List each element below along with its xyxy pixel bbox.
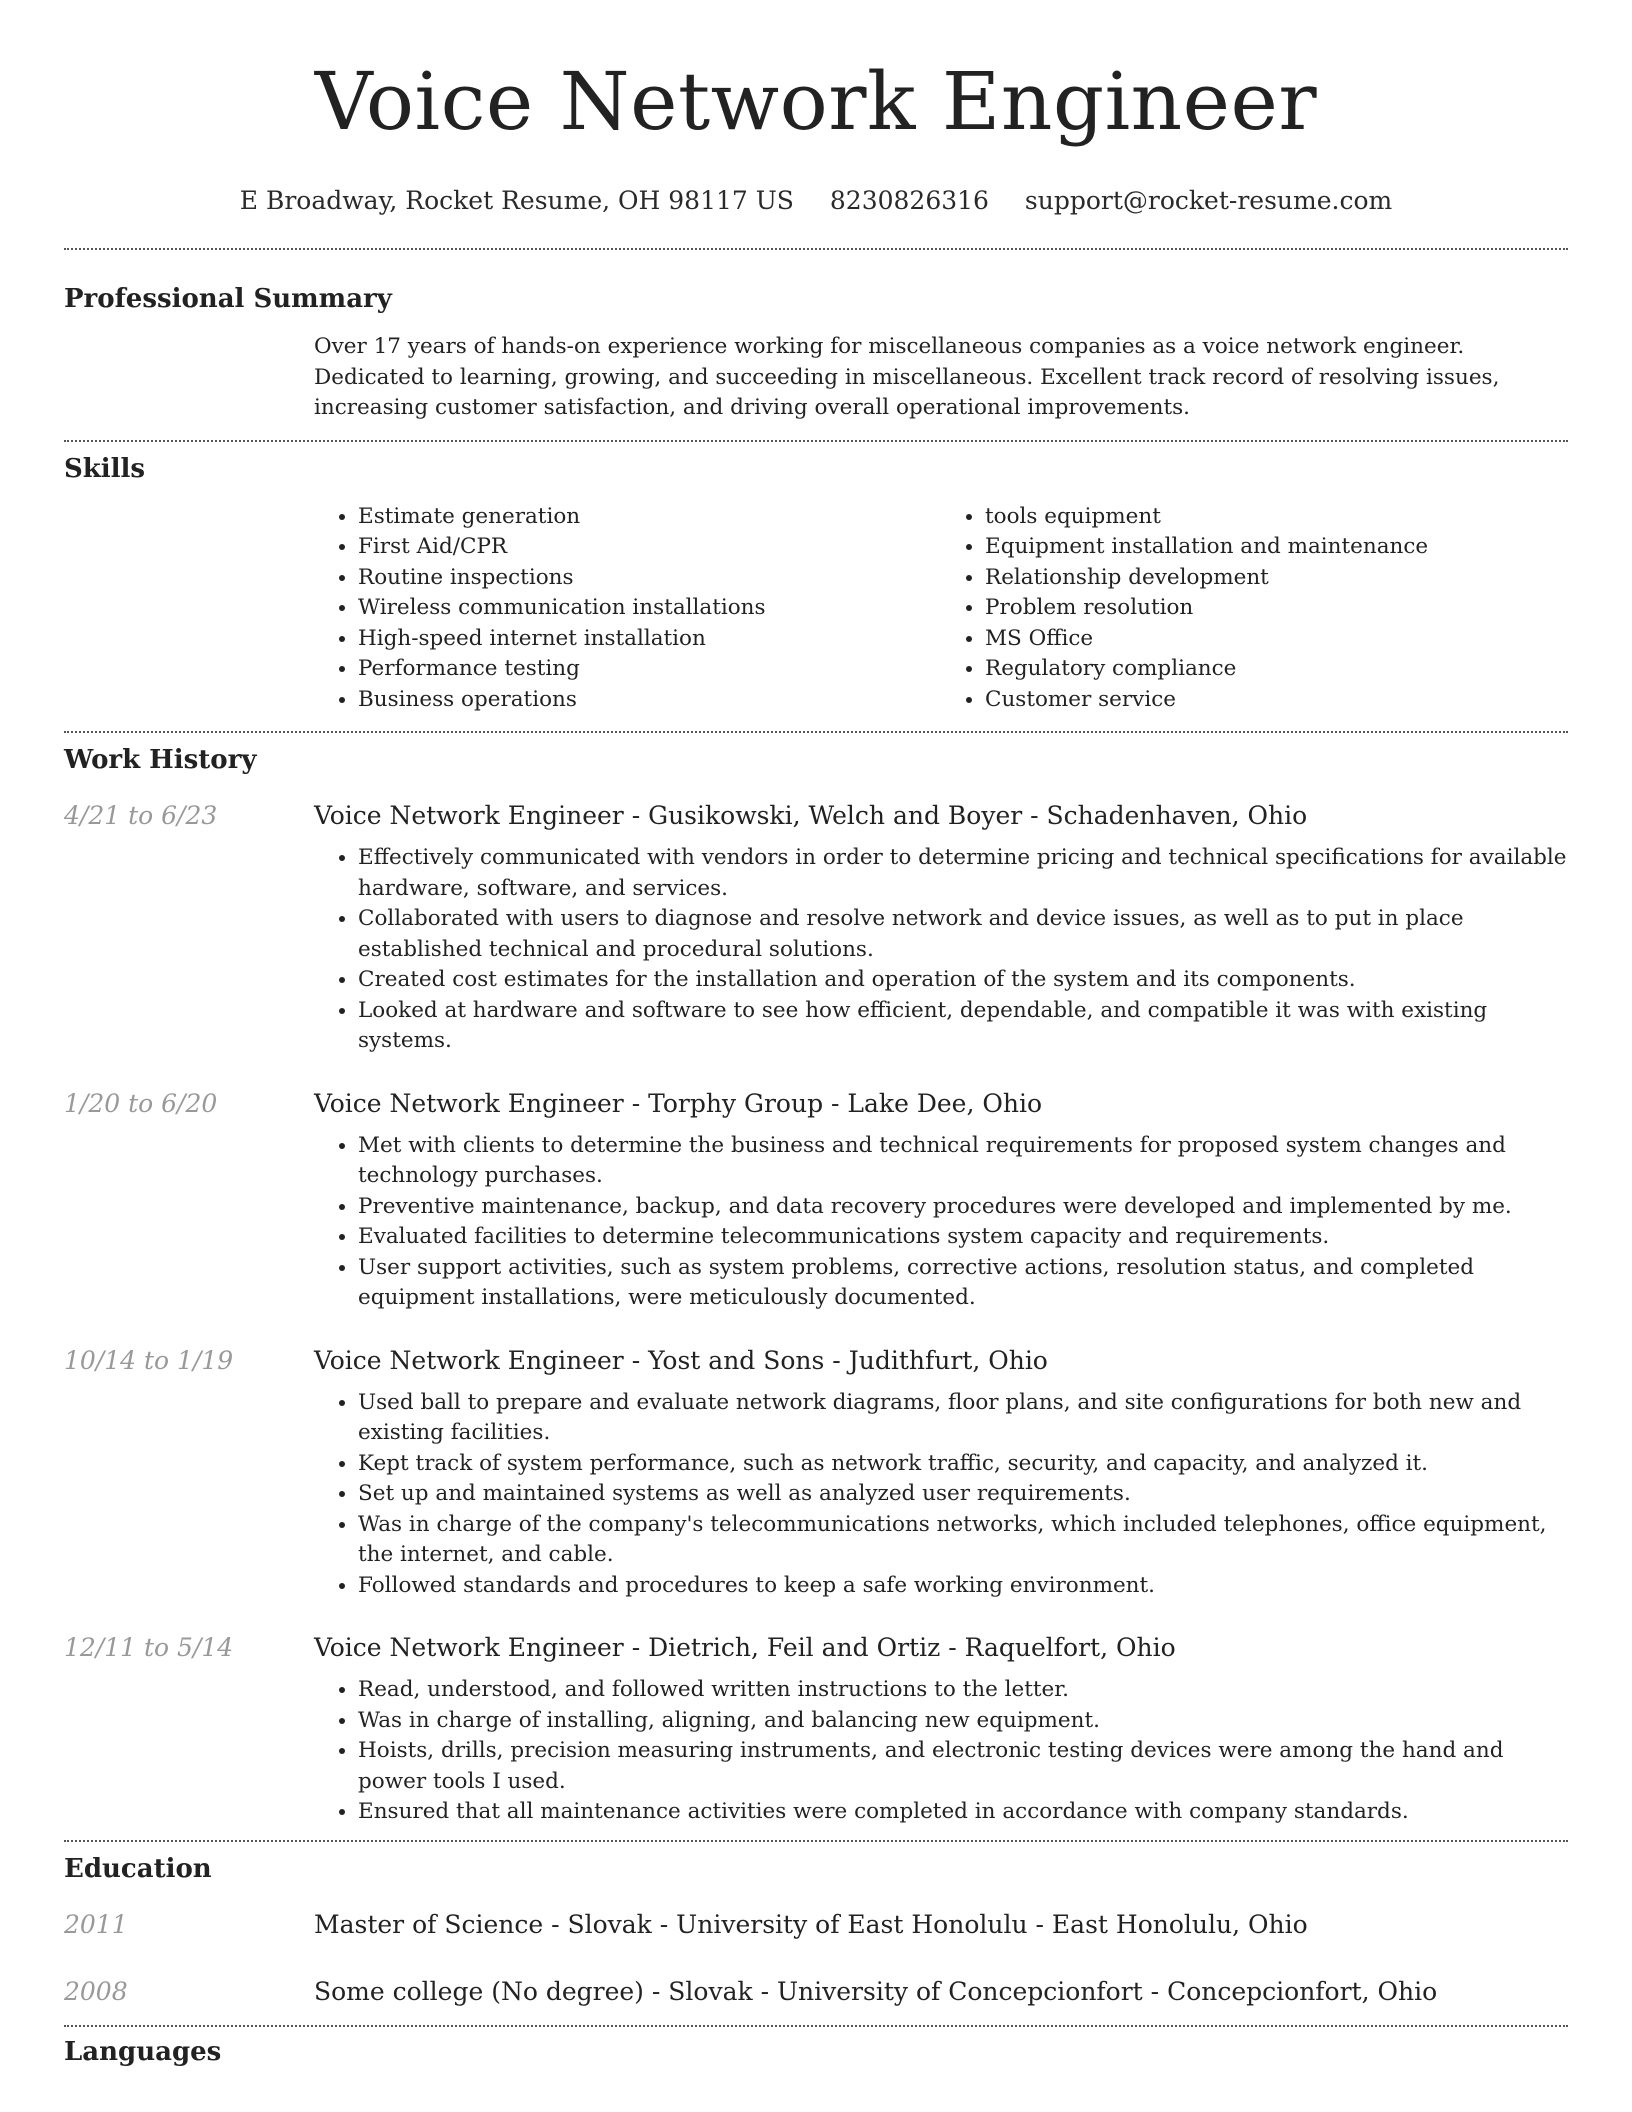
skill-item: • Routine inspections: [358, 563, 941, 594]
skill-item: • First Aid/CPR: [358, 532, 941, 563]
skills-grid: [314, 502, 1568, 716]
job-bullet: • Effectively communicated with vendors in order to determine pricing and technical specifications for available hardware, software, and services.: [358, 843, 1568, 904]
job-bullets: [314, 1675, 1568, 1828]
summary-text: Over 17 years of hands-on experience working for miscellaneous companies as a voice network engineer. Dedicated to learning, growing, and succeeding in miscellaneous. Excellent track record of resolving issues, increasing customer satisfaction, and driving overall operational improvements.: [314, 334, 1500, 420]
job-bullet: • Kept track of system performance, such as network traffic, security, and capacity, and analyzed it.: [358, 1449, 1568, 1480]
job-dates: 4/21 to 6/23: [64, 801, 218, 830]
job-dates: 12/11 to 5/14: [64, 1633, 234, 1662]
skills-section: [64, 452, 1568, 716]
contact-line: [64, 184, 1568, 218]
skill-item: • Estimate generation: [358, 502, 941, 533]
job-bullet: • Hoists, drills, precision measuring instruments, and electronic testing devices were among the hand and power tools I used.: [358, 1736, 1568, 1797]
job-bullets: [314, 843, 1568, 1057]
divider: [64, 440, 1568, 442]
job-bullets: [314, 1131, 1568, 1314]
job-bullet: • Collaborated with users to diagnose and resolve network and device issues, as well as to put in place established technical and procedural solutions.: [358, 904, 1568, 965]
education-entry: [64, 1908, 1568, 1942]
job-bullet: • Met with clients to determine the business and technical requirements for proposed system changes and technology purchases.: [358, 1131, 1568, 1192]
job-bullet: • User support activities, such as system problems, corrective actions, resolution status, and completed equipment installations, were meticulously documented.: [358, 1253, 1568, 1314]
education-year: 2008: [64, 1976, 128, 2006]
skills-list-left: [314, 502, 941, 716]
work-title: Work History: [64, 745, 257, 775]
summary-title: Professional Summary: [64, 284, 392, 314]
job-header: [64, 799, 1568, 833]
job-bullet: • Created cost estimates for the installation and operation of the system and its components.: [358, 965, 1568, 996]
contact-email: support@rocket-resume.com: [1024, 186, 1393, 215]
skill-item: • Customer service: [985, 685, 1568, 716]
education-heading: Some college (No degree) - Slovak - University of Concepcionfort - Concepcionfort, Ohio: [314, 1976, 1438, 2006]
job-heading: Voice Network Engineer - Dietrich, Feil and Ortiz - Raquelfort, Ohio: [314, 1633, 1176, 1662]
contact-address: E Broadway, Rocket Resume, OH 98117 US: [239, 186, 794, 215]
education-title: Education: [64, 1853, 212, 1884]
divider: [64, 2025, 1568, 2027]
resume-name: Voice Network Engineer: [314, 55, 1318, 148]
skills-title: Skills: [64, 453, 146, 484]
skill-item: • tools equipment: [985, 502, 1568, 533]
job-header: [64, 1344, 1568, 1378]
job-bullet: • Set up and maintained systems as well as analyzed user requirements.: [358, 1479, 1568, 1510]
skill-item: • High-speed internet installation: [358, 624, 941, 655]
job-entry: [64, 1087, 1568, 1314]
languages-section: [64, 2035, 1568, 2069]
skill-item: • Wireless communication installations: [358, 593, 941, 624]
summary-section: [64, 282, 1568, 424]
contact-phone: 8230826316: [829, 186, 989, 215]
divider: [64, 248, 1568, 250]
skills-list-right: [941, 502, 1568, 716]
education-entry: [64, 1975, 1568, 2009]
job-entry: [64, 799, 1568, 1057]
job-heading: Voice Network Engineer - Yost and Sons - Judithfurt, Ohio: [314, 1345, 1048, 1375]
job-heading: Voice Network Engineer - Torphy Group - Lake Dee, Ohio: [314, 1088, 1042, 1118]
job-bullets: [314, 1388, 1568, 1602]
skill-item: • Problem resolution: [985, 593, 1568, 624]
job-bullet: • Followed standards and procedures to keep a safe working environment.: [358, 1571, 1568, 1602]
languages-title: Languages: [64, 2036, 222, 2067]
job-header: [64, 1087, 1568, 1121]
job-bullet: • Read, understood, and followed written instructions to the letter.: [358, 1675, 1568, 1706]
job-entry: [64, 1344, 1568, 1602]
job-bullet: • Was in charge of installing, aligning, and balancing new equipment.: [358, 1706, 1568, 1737]
job-bullet: • Evaluated facilities to determine telecommunications system capacity and requirements.: [358, 1222, 1568, 1253]
job-bullet: • Preventive maintenance, backup, and data recovery procedures were developed and implemented by me.: [358, 1192, 1568, 1223]
education-section: [64, 1852, 1568, 2009]
job-entry: [64, 1631, 1568, 1828]
education-heading: Master of Science - Slovak - University of East Honolulu - East Honolulu, Ohio: [314, 1909, 1308, 1939]
job-dates: 10/14 to 1/19: [64, 1345, 234, 1375]
skill-item: • Regulatory compliance: [985, 654, 1568, 685]
job-bullet: • Looked at hardware and software to see how efficient, dependable, and compatible it was with existing systems.: [358, 996, 1568, 1057]
summary-body: [314, 332, 1568, 424]
job-header: [64, 1631, 1568, 1665]
education-year: 2011: [64, 1909, 128, 1939]
job-heading: Voice Network Engineer - Gusikowski, Welch and Boyer - Schadenhaven, Ohio: [314, 801, 1308, 830]
skill-item: • MS Office: [985, 624, 1568, 655]
skill-item: • Business operations: [358, 685, 941, 716]
skill-item: • Performance testing: [358, 654, 941, 685]
divider: [64, 1840, 1568, 1842]
job-bullet: • Was in charge of the company's telecommunications networks, which included telephones, office equipment, the internet, and cable.: [358, 1510, 1568, 1571]
job-bullet: • Ensured that all maintenance activities were completed in accordance with company standards.: [358, 1797, 1568, 1828]
skill-item: • Relationship development: [985, 563, 1568, 594]
job-dates: 1/20 to 6/20: [64, 1088, 218, 1118]
work-section: [64, 743, 1568, 1828]
job-bullet: • Used ball to prepare and evaluate network diagrams, floor plans, and site configurations for both new and existing facilities.: [358, 1388, 1568, 1449]
divider: [64, 731, 1568, 733]
skill-item: • Equipment installation and maintenance: [985, 532, 1568, 563]
